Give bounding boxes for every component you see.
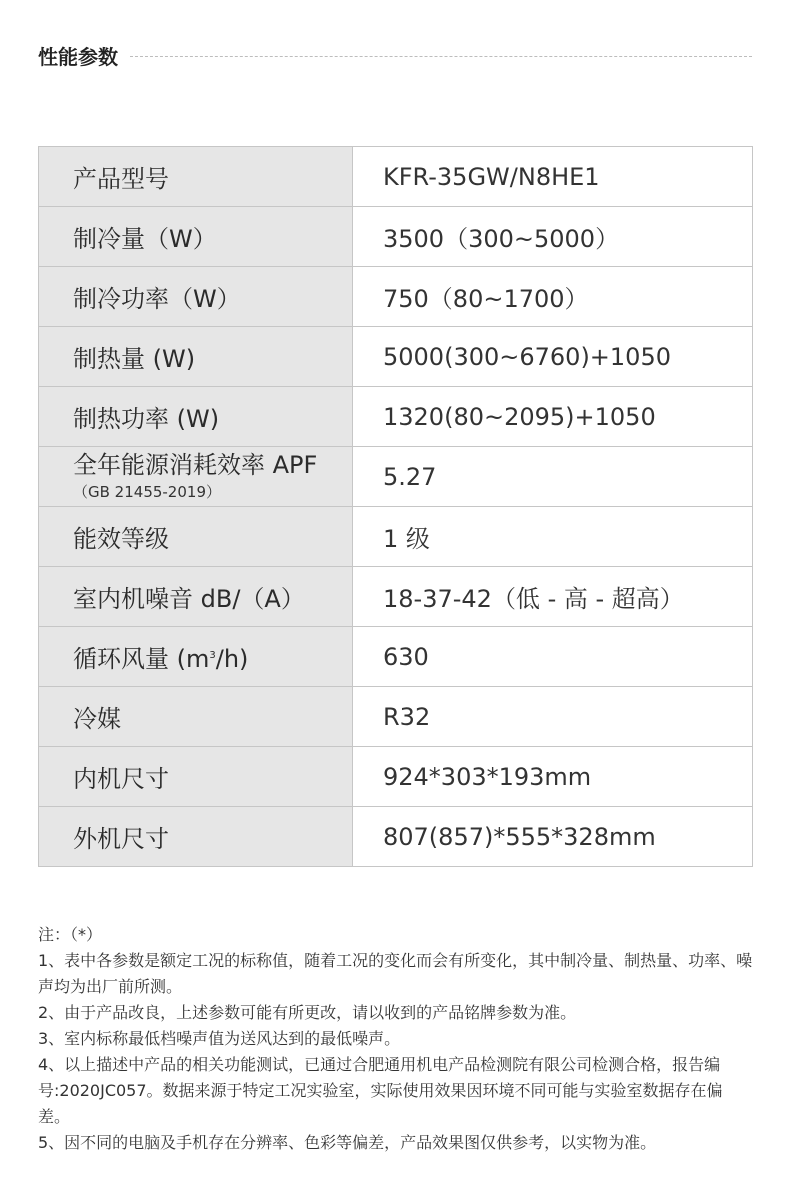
table-row xyxy=(39,207,753,267)
spec-label-superscript: 3 xyxy=(209,650,216,661)
spec-label-suffix: /h) xyxy=(215,645,249,673)
spec-label: 冷媒 xyxy=(39,687,353,747)
notes-heading: 注：（*） xyxy=(38,925,103,944)
spec-value: 5.27 xyxy=(353,447,753,507)
spec-value: KFR-35GW/N8HE1 xyxy=(353,147,753,207)
note-item: 4、以上描述中产品的相关功能测试，已通过合肥通用机电产品检测院有限公司检测合格，报告编号:2020JC057。数据来源于特定工况实验室，实际使用效果因环境不同可能与实验室数据存在偏差。 xyxy=(38,1055,723,1126)
spec-value: 1 级 xyxy=(353,507,753,567)
spec-label: 全年能源消耗效率 APF xyxy=(73,451,318,479)
spec-label: 能效等级 xyxy=(39,507,353,567)
note-item: 5、因不同的电脑及手机存在分辨率、色彩等偏差，产品效果图仅供参考，以实物为准。 xyxy=(38,1133,657,1152)
notes-section xyxy=(38,922,754,1156)
spec-label: 外机尺寸 xyxy=(39,807,353,867)
table-row xyxy=(39,507,753,567)
spec-label: 内机尺寸 xyxy=(39,747,353,807)
table-row xyxy=(39,147,753,207)
table-row xyxy=(39,327,753,387)
spec-label-prefix: 循环风量 (m xyxy=(73,645,210,673)
spec-label: 室内机噪音 dB/（A） xyxy=(39,567,353,627)
spec-label: 制冷量（W） xyxy=(39,207,353,267)
spec-value: 807(857)*555*328mm xyxy=(353,807,753,867)
table-row xyxy=(39,267,753,327)
spec-label: 产品型号 xyxy=(39,147,353,207)
note-item: 3、室内标称最低档噪声值为送风达到的最低噪声。 xyxy=(38,1029,401,1048)
table-row xyxy=(39,447,753,507)
spec-label-cell xyxy=(39,627,353,687)
spec-label-cell xyxy=(39,447,353,507)
spec-value: R32 xyxy=(353,687,753,747)
table-row xyxy=(39,567,753,627)
note-item: 2、由于产品改良，上述参数可能有所更改，请以收到的产品铭牌参数为准。 xyxy=(38,1003,577,1022)
section-header xyxy=(38,38,752,72)
note-item: 1、表中各参数是额定工况的标称值，随着工况的变化而会有所变化，其中制冷量、制热量、功率、噪声均为出厂前所测。 xyxy=(38,951,753,996)
spec-value: 3500（300~5000） xyxy=(353,207,753,267)
table-row xyxy=(39,387,753,447)
spec-value: 18-37-42（低 - 高 - 超高） xyxy=(353,567,753,627)
spec-table xyxy=(38,146,753,867)
spec-value: 924*303*193mm xyxy=(353,747,753,807)
table-row xyxy=(39,687,753,747)
spec-value: 630 xyxy=(353,627,753,687)
table-row xyxy=(39,807,753,867)
table-row xyxy=(39,747,753,807)
spec-value: 750（80~1700） xyxy=(353,267,753,327)
dashed-divider xyxy=(130,56,752,57)
spec-label: 制热量 (W) xyxy=(39,327,353,387)
spec-value: 5000(300~6760)+1050 xyxy=(353,327,753,387)
section-title: 性能参数 xyxy=(38,44,118,69)
spec-label: 制热功率 (W) xyxy=(39,387,353,447)
spec-label: 制冷功率（W） xyxy=(39,267,353,327)
spec-sublabel: （GB 21455-2019） xyxy=(73,483,221,501)
table-row xyxy=(39,627,753,687)
spec-value: 1320(80~2095)+1050 xyxy=(353,387,753,447)
